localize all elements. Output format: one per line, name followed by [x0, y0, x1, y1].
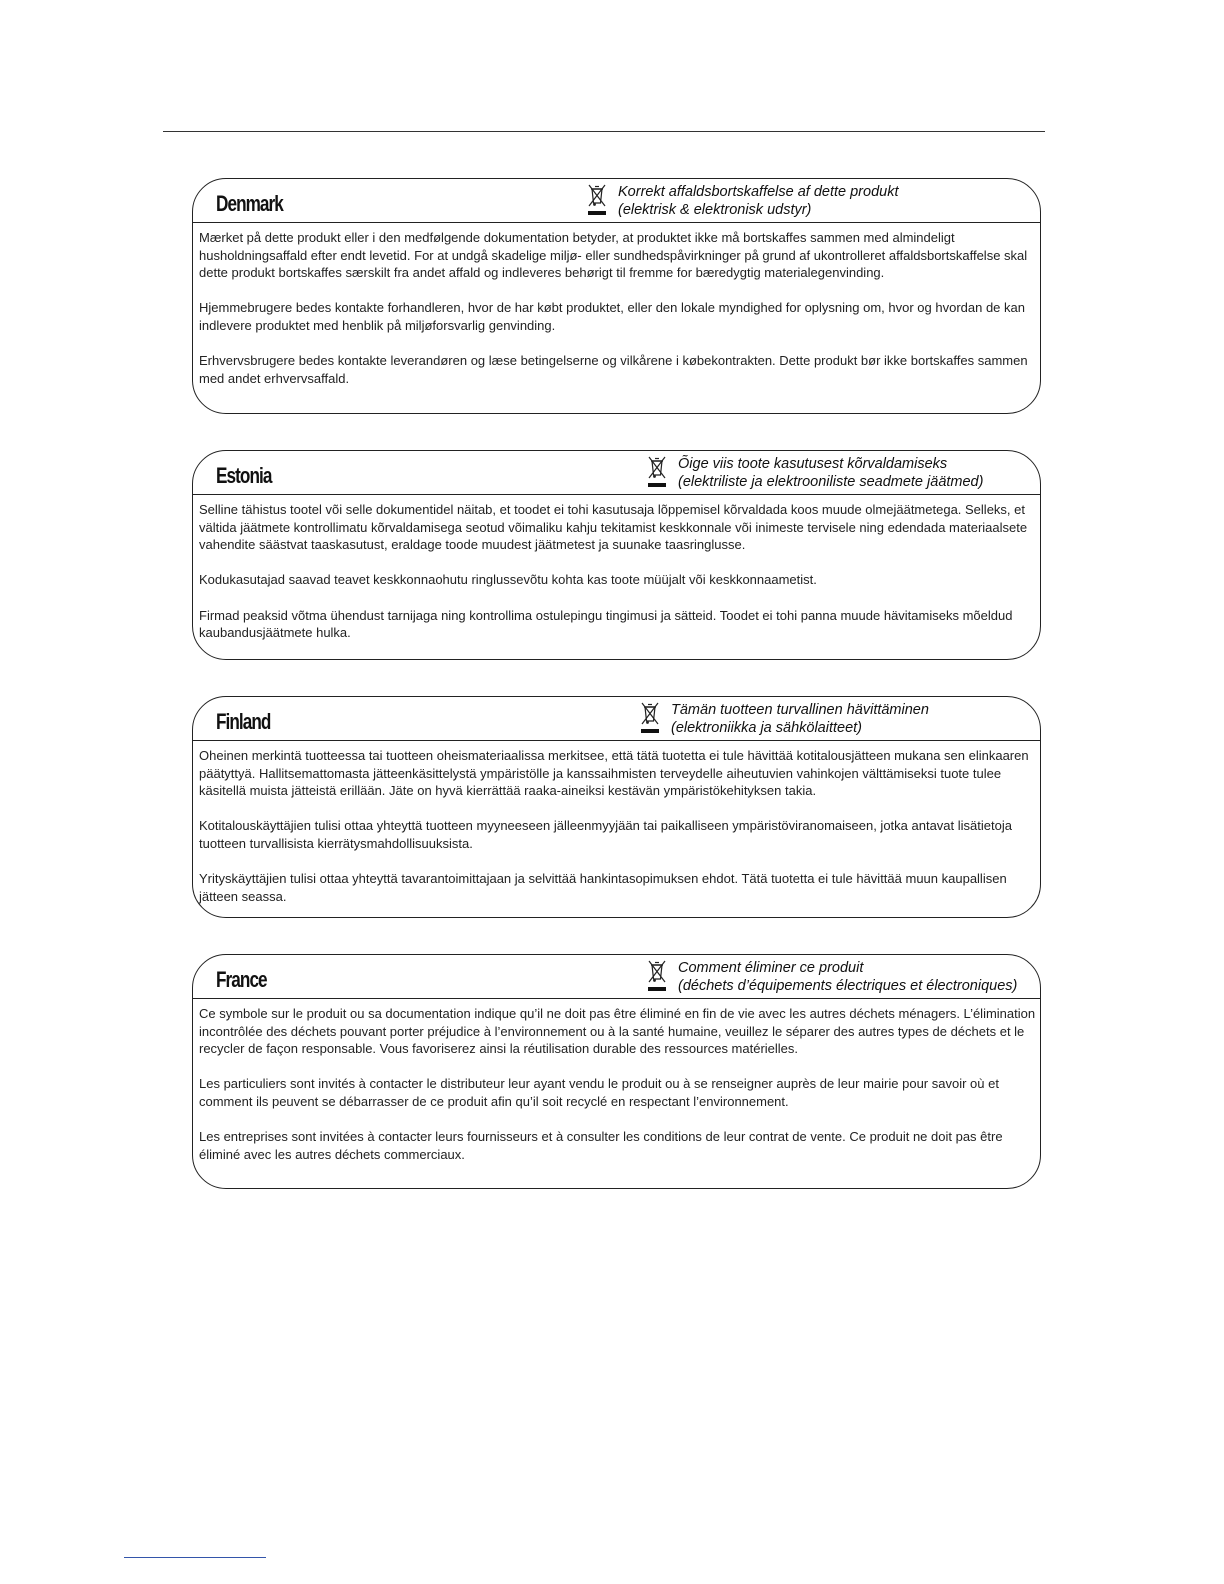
top-divider	[163, 131, 1045, 132]
paragraph: Les entreprises sont invitées à contacter leurs fournisseurs et à consulter les conditions de leur contrat de vente. Ce produit ne doit pas être éliminé avec les autres déchets commerciaux.	[199, 1129, 1003, 1162]
heading-line-1: Korrekt affaldsbortskaffelse af dette produkt	[618, 184, 899, 200]
section-finland	[192, 696, 1041, 918]
heading-line-2: (elektriliste ja elektrooniliste seadmete jäätmed)	[678, 474, 984, 490]
paragraph: Firmad peaksid võtma ühendust tarnijaga ning kontrollima ostulepingu tingimusi ja sätteid. Toodet ei tohi panna muude hävitamiseks mõeldud kaubandusjäätmete hulka.	[199, 607, 1013, 641]
section-body	[193, 741, 1040, 905]
paragraph: Oheinen merkintä tuotteessa tai tuotteen oheismateriaalissa merkitsee, että tätä tuotetta ei tule hävittää kotitalousjätteen mukana sen elinkaaren päätyttyä. Hallitsemattomasta jätteenkäsittelystä ympäristölle ja kanssaihmisten terveydelle aiheutuvien vahinkojen välttämiseksi tuote tulee käsitellä muista jätteistä erillään. Jäte on hyvä kierrättää raaka-aineiksi kestävän ympäristökehityksen takia.	[199, 748, 1029, 799]
section-header	[193, 955, 1040, 999]
footnote-rule	[124, 1557, 266, 1558]
country-title: Denmark	[216, 191, 283, 216]
section-france	[192, 954, 1041, 1189]
paragraph: Selline tähistus tootel või selle dokumentidel näitab, et toodet ei tohi kasutusaja lõppemisel kõrvaldada koos muude olmejäätmetega. Selleks, et vältida jäätmete kontrollimatu kõrvaldamisega seotud võimaliku kahju tekitamist keskkonnale või inimeste tervisele ning edendada materiaalsete vahendite säästvat taaskasutust, eraldage toode muudest jäätmetest ja suunake taasringlusse.	[199, 502, 1028, 553]
disposal-heading	[646, 455, 983, 491]
disposal-heading	[646, 959, 1017, 995]
section-body	[193, 999, 1040, 1163]
section-header	[193, 451, 1040, 495]
disposal-heading	[586, 183, 898, 219]
disposal-heading	[639, 701, 929, 737]
country-title: France	[216, 967, 267, 992]
heading-line-2: (elektrisk & elektronisk udstyr)	[618, 202, 812, 218]
heading-line-1: Comment éliminer ce produit	[678, 960, 864, 976]
section-estonia	[192, 450, 1041, 660]
section-denmark	[192, 178, 1041, 414]
heading-line-1: Tämän tuotteen turvallinen hävittäminen	[671, 702, 929, 718]
paragraph: Mærket på dette produkt eller i den medfølgende dokumentation betyder, at produktet ikke må bortskaffes sammen med almindeligt husholdningsaffald efter endt levetid. For at undgå skadelige miljø- eller sundhedspåvirkninger på grund af ukontrolleret affaldsbortskaffelse skal dette produkt bortskaffes særskilt fra andet affald og indleveres behørigt til fremme for bæredygtig materialegenvinding.	[199, 230, 1028, 281]
paragraph: Erhvervsbrugere bedes kontakte leverandøren og læse betingelserne og vilkårene i købekontrakten. Dette produkt bør ikke bortskaffes sammen med andet erhvervsaffald.	[199, 353, 1028, 386]
country-title: Finland	[216, 709, 271, 734]
heading-line-2: (elektroniikka ja sähkölaitteet)	[671, 720, 863, 736]
heading-line-2: (déchets d’équipements électriques et électroniques)	[678, 978, 1018, 994]
crossed-out-wheelie-bin-icon	[639, 701, 661, 735]
paragraph: Hjemmebrugere bedes kontakte forhandleren, hvor de har købt produktet, eller den lokale myndighed for oplysning om, hvor og hvordan de kan indlevere produktet med henblik på miljøforsvarlig genvinding.	[199, 300, 1025, 333]
paragraph: Kotitalouskäyttäjien tulisi ottaa yhteyttä tuotteen myyneeseen jälleenmyyjään tai paikalliseen ympäristöviranomaiseen, jotka antavat lisätietoja tuotteen turvallisista kierrätysmahdollisuuksista.	[199, 818, 1012, 851]
paragraph: Ce symbole sur le produit ou sa documentation indique qu’il ne doit pas être éliminé en fin de vie avec les autres déchets ménagers. L’élimination incontrôlée des déchets pouvant porter préjudice à l’environnement ou à la santé humaine, veuillez le séparer des autres types de déchets et le recycler de façon responsable. Vous favoriserez ainsi la réutilisation durable des ressources matérielles.	[199, 1006, 1036, 1057]
section-header	[193, 179, 1040, 223]
crossed-out-wheelie-bin-icon	[646, 959, 668, 993]
paragraph: Les particuliers sont invités à contacter le distributeur leur ayant vendu le produit ou à se renseigner auprès de leur mairie pour savoir où et comment ils peuvent se débarrasser de ce produit afin qu’il soit recyclé en respectant l’environnement.	[199, 1076, 999, 1109]
crossed-out-wheelie-bin-icon	[586, 183, 608, 217]
crossed-out-wheelie-bin-icon	[646, 455, 668, 489]
paragraph: Kodukasutajad saavad teavet keskkonnaohutu ringlussevõtu kohta kas toote müüjalt või keskkonnaametist.	[199, 572, 817, 588]
section-body	[193, 223, 1040, 387]
heading-line-1: Õige viis toote kasutusest kõrvaldamiseks	[678, 456, 948, 472]
country-title: Estonia	[216, 463, 272, 488]
section-header	[193, 697, 1040, 741]
paragraph: Yrityskäyttäjien tulisi ottaa yhteyttä tavarantoimittajaan ja selvittää hankintasopimuksen ehdot. Tätä tuotetta ei tule hävittää muun kaupallisen jätteen seassa.	[199, 871, 1007, 904]
section-body	[193, 495, 1040, 642]
